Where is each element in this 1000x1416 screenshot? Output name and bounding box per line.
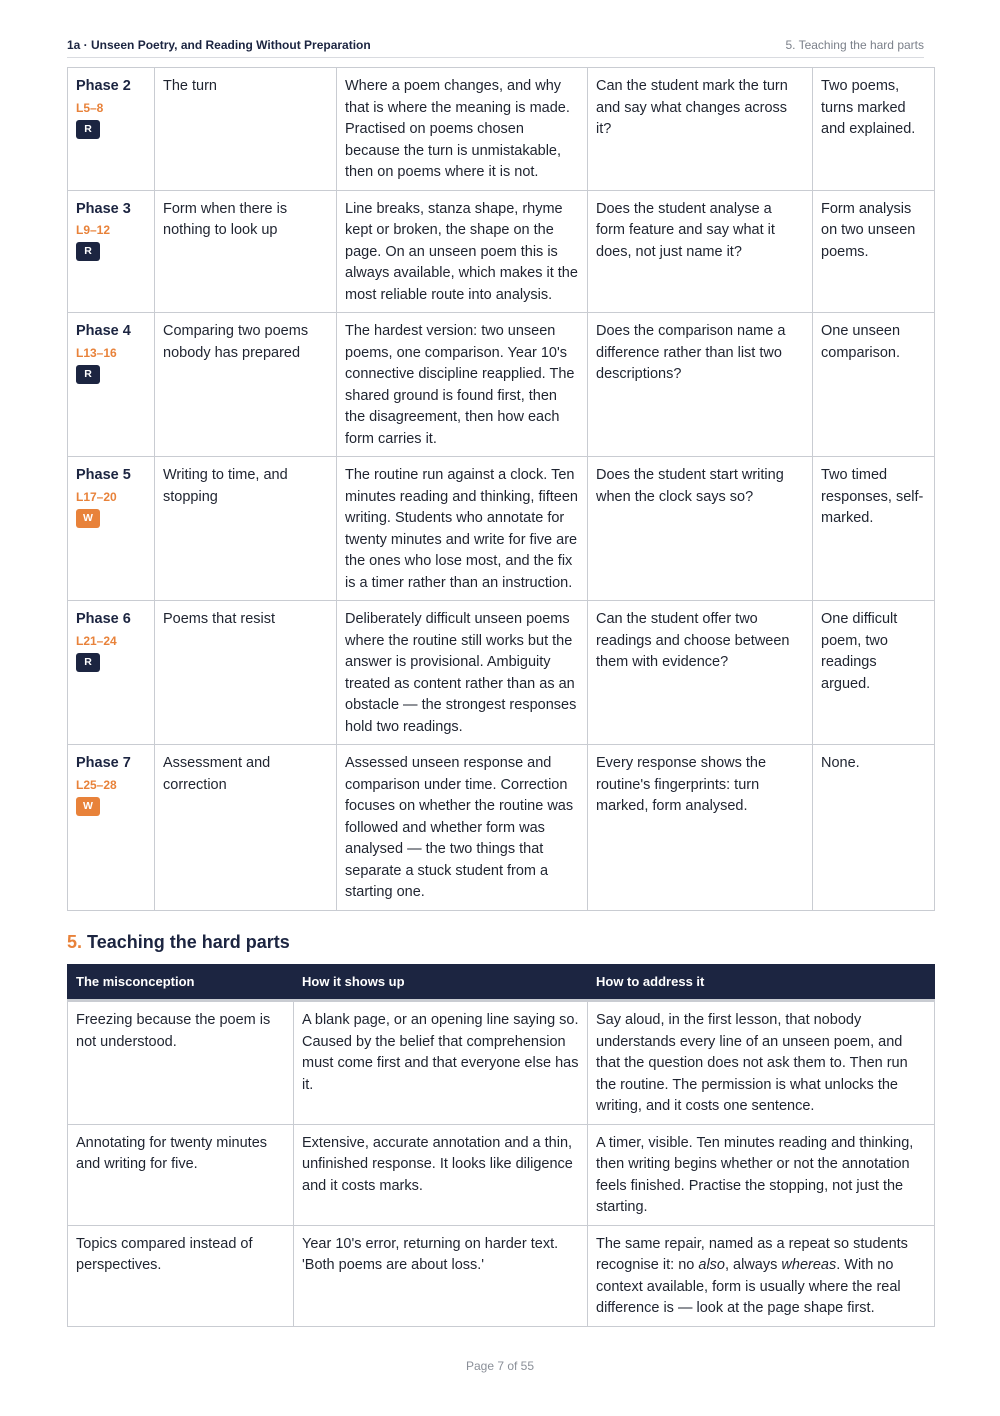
section-title: Teaching the hard parts xyxy=(87,932,290,952)
table-row xyxy=(68,68,935,191)
phase-description: The hardest version: two unseen poems, one comparison. Year 10's connective discipline reapplied. The shared ground is found first, then the disagreement, then how each form carries it. xyxy=(337,313,588,457)
misconception-cell: Freezing because the poem is not understood. xyxy=(68,1001,294,1125)
phase-name: Phase 4 xyxy=(76,323,131,339)
column-header: How it shows up xyxy=(294,965,588,1001)
column-header: The misconception xyxy=(68,965,294,1001)
symptom-cell: A blank page, or an opening line saying so. Caused by the belief that comprehension must come first and that everyone else has it. xyxy=(294,1001,588,1125)
phase-check: Can the student mark the turn and say what changes across it? xyxy=(588,68,813,191)
phase-name: Phase 5 xyxy=(76,467,131,483)
column-header: How to address it xyxy=(588,965,935,1001)
phase-cell xyxy=(68,601,155,745)
emphasis-also: also xyxy=(698,1257,725,1273)
phase-check: Does the student start writing when the clock says so? xyxy=(588,457,813,601)
phase-focus: The turn xyxy=(155,68,337,191)
phase-name: Phase 7 xyxy=(76,755,131,771)
misconception-cell: Annotating for twenty minutes and writing for five. xyxy=(68,1124,294,1225)
phase-output: None. xyxy=(813,745,935,911)
table-row xyxy=(68,601,935,745)
remedy-text: , always xyxy=(724,1257,782,1273)
phase-lessons: L13–16 xyxy=(76,345,117,360)
phase-focus: Writing to time, and stopping xyxy=(155,457,337,601)
section-number: 5. xyxy=(67,932,83,952)
phase-lessons: L5–8 xyxy=(76,100,104,115)
table-row xyxy=(68,313,935,457)
phase-check: Can the student offer two readings and choose between them with evidence? xyxy=(588,601,813,745)
phase-focus: Poems that resist xyxy=(155,601,337,745)
table-row xyxy=(68,745,935,911)
phase-focus: Comparing two poems nobody has prepared xyxy=(155,313,337,457)
phase-cell xyxy=(68,190,155,313)
table-row xyxy=(68,1001,935,1125)
section-heading xyxy=(67,932,290,953)
misconceptions-table xyxy=(67,964,935,1327)
phase-output: Two poems, turns marked and explained. xyxy=(813,68,935,191)
phase-description: Where a poem changes, and why that is where the meaning is made. Practised on poems chosen because the turn is unmistakable, then on poems where it is not. xyxy=(337,68,588,191)
reading-badge: R xyxy=(76,242,100,261)
table-row xyxy=(68,1225,935,1326)
phase-cell xyxy=(68,457,155,601)
phase-cell xyxy=(68,68,155,191)
phase-focus: Form when there is nothing to look up xyxy=(155,190,337,313)
reading-badge: R xyxy=(76,365,100,384)
phase-name: Phase 3 xyxy=(76,200,131,217)
phase-focus: Assessment and correction xyxy=(155,745,337,911)
page-number: Page 7 of 55 xyxy=(465,1359,535,1373)
table-row xyxy=(68,457,935,601)
phase-name: Phase 6 xyxy=(76,611,131,627)
phase-cell xyxy=(68,745,155,911)
phase-description: Line breaks, stanza shape, rhyme kept or broken, the shape on the page. On an unseen poem this is always available, which makes it the most reliable route into analysis. xyxy=(337,190,588,313)
phase-lessons: L17–20 xyxy=(76,489,117,504)
phase-lessons: L9–12 xyxy=(76,223,111,237)
remedy-cell: Say aloud, in the first lesson, that nobody understands every line of an unseen poem, and that the question does not ask them to. Then run the routine. The permission is what unlocks the writing, and it costs one sentence. xyxy=(588,1001,935,1125)
writing-badge: W xyxy=(76,797,100,816)
phase-description: Assessed unseen response and comparison under time. Correction focuses on whether the routine was followed and whether form was analysed — the two things that separate a stuck student from a starting one. xyxy=(337,745,588,911)
misconception-cell: Topics compared instead of perspectives. xyxy=(68,1225,294,1326)
writing-badge: W xyxy=(76,509,100,528)
phase-description: Deliberately difficult unseen poems where the routine still works but the answer is provisional. Ambiguity treated as content rather than as an obstacle — the strongest responses hold two readings. xyxy=(337,601,588,745)
phase-lessons: L25–28 xyxy=(76,777,117,792)
phase-name: Phase 2 xyxy=(76,78,131,94)
section-running-head: 5. Teaching the hard parts xyxy=(785,38,924,52)
remedy-cell xyxy=(588,1225,935,1326)
phase-output: Form analysis on two unseen poems. xyxy=(813,190,935,313)
phase-lessons: L21–24 xyxy=(76,633,117,648)
reading-badge: R xyxy=(76,653,100,672)
reading-badge: R xyxy=(76,120,100,139)
emphasis-whereas: whereas xyxy=(781,1257,837,1273)
phase-check: Does the comparison name a difference rather than list two descriptions? xyxy=(588,313,813,457)
remedy-cell: A timer, visible. Ten minutes reading and thinking, then writing begins whether or not the annotation feels finished. Practise the stopping, not just the starting. xyxy=(588,1124,935,1225)
remedy-text: . With no context available, form is usually where the real difference is — look at the page shape first. xyxy=(596,1257,901,1316)
phase-check: Does the student analyse a form feature and say what it does, not just name it? xyxy=(588,190,813,313)
phase-check: Every response shows the routine's fingerprints: turn marked, form analysed. xyxy=(588,745,813,911)
symptom-cell: Year 10's error, returning on harder text. 'Both poems are about loss.' xyxy=(294,1225,588,1326)
symptom-cell: Extensive, accurate annotation and a thin, unfinished response. It looks like diligence and it costs marks. xyxy=(294,1124,588,1225)
phase-table xyxy=(67,67,935,911)
phase-cell xyxy=(68,313,155,457)
page-header xyxy=(67,38,924,58)
table-row xyxy=(68,1124,935,1225)
remedy-text: The same repair, named as a repeat so students recognise it: no xyxy=(596,1235,908,1273)
phase-output: One difficult poem, two readings argued. xyxy=(813,601,935,745)
phase-description: The routine run against a clock. Ten minutes reading and thinking, fifteen writing. Students who annotate for twenty minutes and write for five are the ones who lose most, and the fix is a timer rather than an instruction. xyxy=(337,457,588,601)
table-header-row xyxy=(68,965,935,1001)
document-title: 1a · Unseen Poetry, and Reading Without Preparation xyxy=(67,38,371,52)
phase-output: Two timed responses, self-marked. xyxy=(813,457,935,601)
table-row xyxy=(68,190,935,313)
phase-output: One unseen comparison. xyxy=(813,313,935,457)
